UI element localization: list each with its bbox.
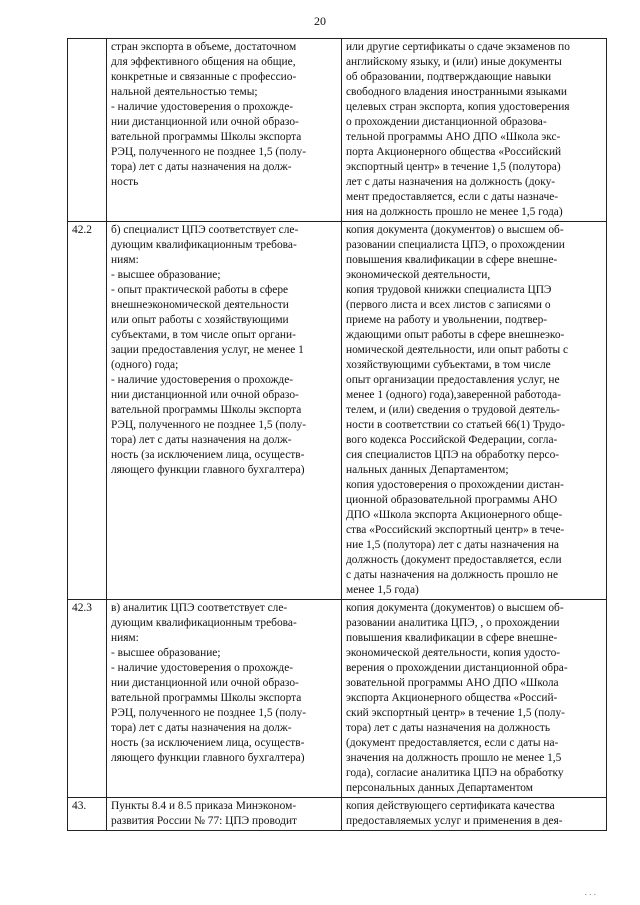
requirement-line: ляющего функции главного бухгалтера) xyxy=(111,752,305,764)
requirement-line: конкретные и связанные с профессио- xyxy=(111,71,297,83)
requirement-line: дующим квалификационным требова- xyxy=(111,617,297,629)
document-line: верения о прохождении дистанционной обра- xyxy=(346,662,568,674)
requirement-line: вательной программы Школы экспорта xyxy=(111,404,302,416)
document-line: нальных данных Департаментом; xyxy=(346,464,509,476)
requirement-line: Пункты 8.4 и 8.5 приказа Минэконом- xyxy=(111,800,297,812)
requirement-line: ность (за исключением лица, осуществ- xyxy=(111,449,305,461)
document-line: об образовании, подтверждающие навыки xyxy=(346,71,552,83)
document-line: ДПО «Школа экспорта Акционерного обще- xyxy=(346,509,563,521)
table-body xyxy=(68,39,607,831)
requirement-cell xyxy=(107,798,342,831)
item-number: 42.2 xyxy=(68,222,107,600)
document-line: предоставляемых услуг и применения в дея- xyxy=(346,815,563,827)
requirement-line: тора) лет с даты назначения на долж- xyxy=(111,722,292,734)
requirement-line: нальной деятельностью темы; xyxy=(111,86,258,98)
document-line: ства «Российский экспортный центр» в тече- xyxy=(346,524,565,536)
requirement-line: развития России № 77: ЦПЭ проводит xyxy=(111,815,298,827)
document-line: ционной образовательной программы АНО xyxy=(346,494,558,506)
documents-cell xyxy=(342,222,607,600)
requirement-line: стран экспорта в объеме, достаточном xyxy=(111,41,297,53)
document-line: вого кодекса Российской Федерации, согла- xyxy=(346,434,558,446)
document-line: целевых стран экспорта, копия удостоверения xyxy=(346,101,570,113)
requirement-line: зации предоставления услуг, не менее 1 xyxy=(111,344,304,356)
document-line: зовательной программы АНО ДПО «Школа xyxy=(346,677,559,689)
document-line: номической деятельности, или опыт работы с xyxy=(346,344,569,356)
document-line: менее 1 (одного) года),заверенной работода- xyxy=(346,389,562,401)
document-line: копия документа (документов) о высшем об- xyxy=(346,602,564,614)
requirement-line: внешнеэкономической деятельности xyxy=(111,299,289,311)
requirement-line: - высшее образование; xyxy=(111,647,221,659)
requirement-line: РЭЦ, полученного не позднее 1,5 (полу- xyxy=(111,146,307,158)
document-line: экспорта Акционерного общества «Россий- xyxy=(346,692,558,704)
document-line: с даты назначения на должность прошло не xyxy=(346,569,559,581)
requirement-line: тора) лет с даты назначения на долж- xyxy=(111,434,292,446)
requirement-line: ляющего функции главного бухгалтера) xyxy=(111,464,305,476)
footer-mark: . . . xyxy=(584,887,596,897)
document-line: разовании специалиста ЦПЭ, о прохождении xyxy=(346,239,565,251)
document-line: ский экспортный центр» в течение 1,5 (полу- xyxy=(346,707,565,719)
requirement-line: - опыт практической работы в сфере xyxy=(111,284,289,296)
document-line: персональных данных Департаментом xyxy=(346,782,533,794)
requirement-line: для эффективного общения на общие, xyxy=(111,56,296,68)
document-line: тельной программы АНО ДПО «Школа экс- xyxy=(346,131,561,143)
document-line: повышения квалификации в сфере внешне- xyxy=(346,632,558,644)
document-line: телем, и (или) сведения о трудовой деятель- xyxy=(346,404,560,416)
documents-cell xyxy=(342,39,607,222)
document-line: приеме на работу и увольнении, подтвер- xyxy=(346,314,548,326)
requirement-line: или опыт работы с хозяйствующими xyxy=(111,314,289,326)
requirement-line: РЭЦ, полученного не позднее 1,5 (полу- xyxy=(111,707,307,719)
requirement-line: ниям: xyxy=(111,632,139,644)
document-line: хозяйствующими субъектами, в том числе xyxy=(346,359,551,371)
requirement-line: (одного) года; xyxy=(111,359,179,371)
document-line: английскому языку, и (или) иные документы xyxy=(346,56,562,68)
requirement-line: - наличие удостоверения о прохожде- xyxy=(111,374,294,386)
requirement-line: РЭЦ, полученного не позднее 1,5 (полу- xyxy=(111,419,307,431)
document-line: ждающими опыт работы в сфере внешнеэко- xyxy=(346,329,565,341)
requirement-line: б) специалист ЦПЭ соответствует сле- xyxy=(111,224,299,236)
document-line: или другие сертификаты о сдаче экзаменов по xyxy=(346,41,570,53)
document-line: менее 1,5 года) xyxy=(346,584,419,596)
document-line: должность (документ предоставляется, если xyxy=(346,554,562,566)
requirement-cell xyxy=(107,600,342,798)
requirement-cell xyxy=(107,39,342,222)
requirement-line: вательной программы Школы экспорта xyxy=(111,692,302,704)
document-line: мент предоставляется, если с даты назначе- xyxy=(346,191,559,203)
requirement-line: нии дистанционной или очной образо- xyxy=(111,677,299,689)
table-row xyxy=(68,222,607,600)
document-line: значения на должность прошло не менее 1,5 xyxy=(346,752,562,764)
document-line: свободного владения иностранными языками xyxy=(346,86,568,98)
table-row xyxy=(68,600,607,798)
table-row xyxy=(68,798,607,831)
document-line: экономической деятельности, xyxy=(346,269,491,281)
requirement-line: - наличие удостоверения о прохожде- xyxy=(111,662,294,674)
document-line: сия специалистов ЦПЭ на обработку персо- xyxy=(346,449,560,461)
requirement-line: дующим квалификационным требова- xyxy=(111,239,297,251)
requirement-line: субъектами, в том числе опыт органи- xyxy=(111,329,296,341)
requirement-line: в) аналитик ЦПЭ соответствует сле- xyxy=(111,602,288,614)
document-line: копия действующего сертификата качества xyxy=(346,800,555,812)
requirement-line: ниям: xyxy=(111,254,139,266)
document-line: копия документа (документов) о высшем об- xyxy=(346,224,564,236)
document-line: года), согласие аналитика ЦПЭ на обработку xyxy=(346,767,564,779)
documents-cell xyxy=(342,600,607,798)
requirement-line: нии дистанционной или очной образо- xyxy=(111,116,299,128)
requirement-line: нии дистанционной или очной образо- xyxy=(111,389,299,401)
requirement-line: вательной программы Школы экспорта xyxy=(111,131,302,143)
requirements-table xyxy=(67,38,607,831)
requirement-cell xyxy=(107,222,342,600)
item-number: 42.3 xyxy=(68,600,107,798)
document-line: тора) лет с даты назначения на должность xyxy=(346,722,551,734)
item-number: 43. xyxy=(68,798,107,831)
requirement-line: - высшее образование; xyxy=(111,269,221,281)
document-line: (документ предоставляется, если с даты на- xyxy=(346,737,559,749)
document-line: ние 1,5 (полутора) лет с даты назначения на xyxy=(346,539,559,551)
documents-cell xyxy=(342,798,607,831)
document-line: ния на должность прошло не менее 1,5 года) xyxy=(346,206,563,218)
document-line: ности в соответствии со статьей 66(1) Трудо- xyxy=(346,419,566,431)
document-line: копия трудовой книжки специалиста ЦПЭ xyxy=(346,284,552,296)
requirement-line: тора) лет с даты назначения на долж- xyxy=(111,161,292,173)
document-line: опыт организации предоставления услуг, не xyxy=(346,374,560,386)
document-line: лет с даты назначения на должность (доку- xyxy=(346,176,556,188)
document-line: копия удостоверения о прохождении дистан- xyxy=(346,479,564,491)
document-line: (первого листа и всех листов с записями о xyxy=(346,299,551,311)
requirement-line: - наличие удостоверения о прохожде- xyxy=(111,101,294,113)
item-number xyxy=(68,39,107,222)
page-number: 20 xyxy=(314,14,326,28)
table-row xyxy=(68,39,607,222)
document-line: экспортный центр» в течение 1,5 (полутора) xyxy=(346,161,561,173)
document-line: о прохождении дистанционной образова- xyxy=(346,116,547,128)
requirement-line: ность (за исключением лица, осуществ- xyxy=(111,737,305,749)
document-line: повышения квалификации в сфере внешне- xyxy=(346,254,558,266)
document-line: экономической деятельности, копия удосто- xyxy=(346,647,561,659)
requirement-line: ность xyxy=(111,176,139,188)
document-line: разовании аналитика ЦПЭ, , о прохождении xyxy=(346,617,560,629)
document-line: порта Акционерного общества «Российский xyxy=(346,146,562,158)
